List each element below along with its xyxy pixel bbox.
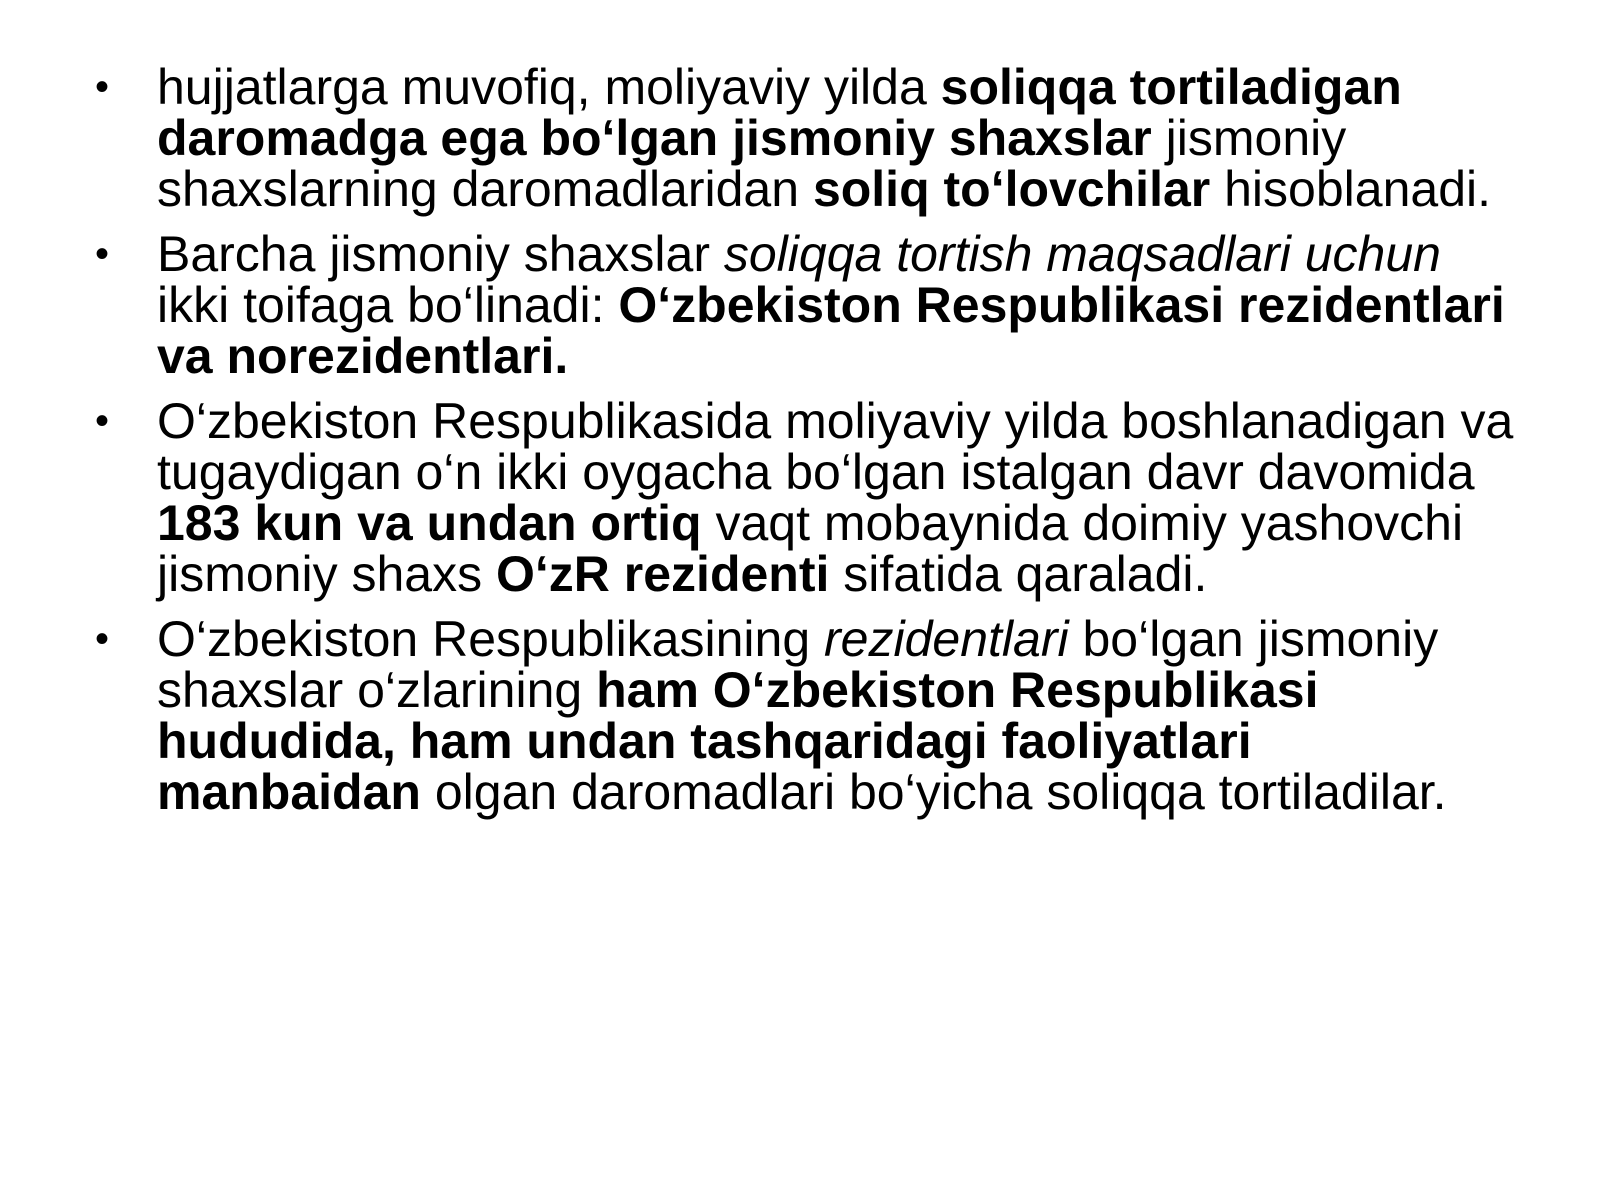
bullet-item [95, 226, 1515, 384]
text-run: vaqt mobaynida doimiy yashovchi jismoniy shaxs [157, 495, 1464, 602]
text-run: O‘zbekiston Respublikasining [157, 611, 825, 667]
bullet-item [95, 611, 1515, 820]
bullet-list [95, 59, 1515, 832]
bullet-item [95, 59, 1515, 217]
bullet-icon: • [95, 617, 110, 661]
bold-text-run: soliqqa tortiladigan daromadga ega bo‘lgan jismoniy shaxslar [157, 59, 1402, 166]
bold-text-run: 183 kun va undan ortiq [157, 495, 702, 551]
italic-text-run: rezidentlari [824, 611, 1069, 667]
text-run: ikki toifaga bo‘linadi: [157, 277, 619, 333]
text-run: jismoniy shaxslarning daromadlaridan [157, 110, 1347, 217]
text-run: O‘zbekiston Respublikasida moliyaviy yilda boshlanadigan va tugaydigan o‘n ikki oygacha bo‘lgan istalgan davr davomida [157, 393, 1514, 500]
text-run: olgan daromadlari bo‘yicha soliqqa tortiladilar. [420, 764, 1447, 820]
text-run: sifatida qaraladi. [829, 546, 1208, 602]
bold-text-run: soliq to‘lovchilar [812, 161, 1211, 217]
bold-text-run: O‘zbekiston Respublikasi rezidentlari va norezidentlari. [157, 277, 1505, 384]
italic-text-run: soliqqa tortish maqsadlari uchun [723, 226, 1441, 282]
bullet-icon: • [95, 232, 110, 276]
bullet-icon: • [95, 399, 110, 443]
bold-text-run: ham O‘zbekiston Respublikasi hududida, ham undan tashqaridagi faoliyatlari manbaidan [157, 662, 1319, 820]
bold-text-run: O‘zR rezidenti [496, 546, 830, 602]
text-run: hisoblanadi. [1210, 161, 1491, 217]
bullet-icon: • [95, 65, 110, 109]
text-run: hujjatlarga muvofiq, moliyaviy yilda [157, 59, 941, 115]
bullet-item [95, 393, 1515, 602]
text-run: Barcha jismoniy shaxslar [157, 226, 724, 282]
text-run: bo‘lgan jismoniy shaxslar o‘zlarining [157, 611, 1439, 718]
